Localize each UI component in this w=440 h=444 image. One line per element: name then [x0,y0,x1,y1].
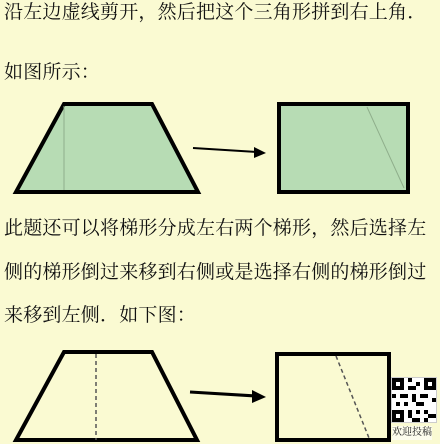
trapezoid-shape [16,104,198,192]
text-line-3: 此题还可以将梯形分成左右两个梯形，然后选择左 [4,217,427,239]
text-line-1: 沿左边虚线剪开，然后把这个三角形拼到右上角． [4,1,427,23]
dashed-diagonal-line [336,356,369,438]
text-line-4: 侧的梯形倒过来移到右侧或是选择右侧的梯形倒过 [4,261,427,283]
figure-trapezoid-split [0,340,440,444]
trapezoid-outline [16,352,197,440]
rectangle-shape [279,104,408,192]
right-arrow-icon [190,390,266,403]
figure-trapezoid-to-rectangle [0,95,440,205]
right-arrow-icon [193,147,266,158]
watermark-label: 欢迎投稿 [392,427,432,438]
text-line-5: 来移到左侧．如下图： [4,304,197,326]
text-line-2: 如图所示： [4,61,101,83]
rectangle-outline [277,354,389,440]
qr-code-icon [391,377,437,423]
